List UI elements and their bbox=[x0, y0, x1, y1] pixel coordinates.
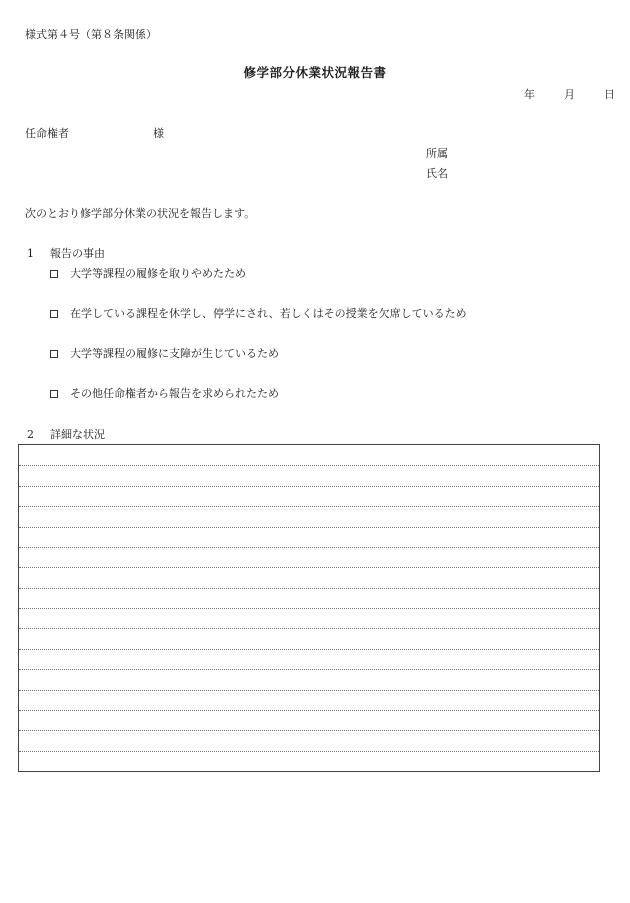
detail-textarea[interactable] bbox=[18, 444, 600, 772]
section2-heading: 詳細な状況 bbox=[50, 428, 105, 441]
reason-option-text: その他任命権者から報告を求められたため bbox=[70, 387, 279, 400]
addressee-label: 任命権者 bbox=[25, 127, 69, 140]
intro-text: 次のとおり修学部分休業の状況を報告します。 bbox=[25, 207, 256, 220]
section2-number: 2 bbox=[27, 428, 34, 441]
date-fields bbox=[524, 89, 615, 100]
page-title: 修学部分休業状況報告書 bbox=[243, 65, 387, 80]
detail-ruled-line bbox=[19, 628, 599, 629]
detail-ruled-line bbox=[19, 486, 599, 487]
detail-ruled-line bbox=[19, 465, 599, 466]
detail-ruled-line bbox=[19, 527, 599, 528]
detail-ruled-line bbox=[19, 730, 599, 731]
detail-ruled-line bbox=[19, 649, 599, 650]
reason-option-text: 在学している課程を休学し、停学にされ、若しくはその授業を欠席しているため bbox=[70, 307, 467, 320]
detail-ruled-line bbox=[19, 608, 599, 609]
section1-heading: 報告の事由 bbox=[50, 247, 105, 260]
reason-option-3[interactable] bbox=[50, 348, 279, 359]
section1-number: 1 bbox=[27, 247, 34, 260]
detail-ruled-line bbox=[19, 588, 599, 589]
checkbox-icon[interactable] bbox=[50, 270, 58, 278]
affiliation-label: 所属 bbox=[426, 147, 448, 160]
form-number: 様式第４号（第８条関係） bbox=[25, 28, 157, 41]
detail-ruled-line bbox=[19, 506, 599, 507]
detail-ruled-line bbox=[19, 710, 599, 711]
checkbox-icon[interactable] bbox=[50, 310, 58, 318]
detail-ruled-line bbox=[19, 547, 599, 548]
reason-option-4[interactable] bbox=[50, 388, 279, 399]
date-day-label: 日 bbox=[604, 88, 615, 101]
reason-option-text: 大学等課程の履修に支障が生じているため bbox=[70, 347, 279, 360]
detail-ruled-line bbox=[19, 669, 599, 670]
date-year-label: 年 bbox=[524, 88, 535, 101]
date-month-label: 月 bbox=[564, 88, 575, 101]
detail-ruled-line bbox=[19, 567, 599, 568]
checkbox-icon[interactable] bbox=[50, 350, 58, 358]
detail-ruled-line bbox=[19, 690, 599, 691]
addressee-honorific: 様 bbox=[153, 127, 164, 140]
checkbox-icon[interactable] bbox=[50, 390, 58, 398]
reason-option-1[interactable] bbox=[50, 268, 246, 279]
name-label: 氏名 bbox=[426, 167, 448, 180]
reason-option-text: 大学等課程の履修を取りやめたため bbox=[70, 267, 246, 280]
reason-option-2[interactable] bbox=[50, 308, 467, 319]
detail-ruled-line bbox=[19, 751, 599, 752]
